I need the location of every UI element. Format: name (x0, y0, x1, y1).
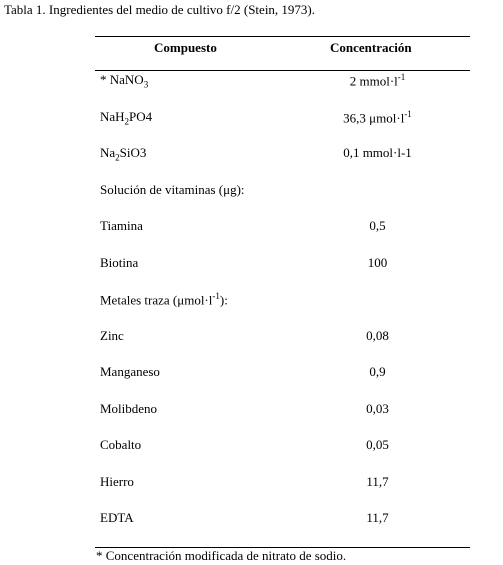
table-row (95, 328, 470, 365)
concentration-cell: 0,1 mmol·l-1 (343, 145, 412, 160)
table-row (95, 145, 470, 182)
table-row (95, 401, 470, 438)
concentration-cell: 0,9 (369, 364, 386, 379)
section-label: Metales traza $(\mu mol\cdot l^{-1})$: (100, 291, 228, 308)
table-row (95, 364, 470, 401)
concentration-cell: 11,7 (366, 473, 389, 489)
compound-cell: NaH$_2$PO4 (100, 108, 153, 127)
compound-cell: Tiamina (100, 218, 143, 233)
table-row (95, 218, 470, 255)
concentration-cell: 0,03 (366, 400, 389, 416)
compound-cell: Cobalto (100, 437, 142, 452)
compound-cell: Hierro (100, 473, 134, 489)
compound-cell: Manganeso (100, 364, 160, 379)
table-header-rule (95, 70, 470, 71)
table-caption: Tabla 1. Ingredientes del medio de cultivo f/2 (Stein, 1973). (4, 2, 316, 17)
table-top-rule (95, 36, 470, 37)
table-row (95, 182, 470, 219)
table-body (95, 72, 470, 547)
header-compound: Compuesto (154, 40, 217, 55)
concentration-cell: 2 $mmol\cdot l^{-1}$ (349, 72, 406, 89)
table-row (95, 474, 470, 511)
table-footnote: * Concentración modificada de nitrato de sodio. (96, 548, 347, 563)
concentration-cell: 11,7 (366, 510, 389, 525)
compound-cell: $Na_2SiO3$ (100, 145, 147, 163)
header-concentration: Concentración (330, 40, 412, 55)
compound-cell: Biotina (100, 254, 139, 270)
compound-cell: Zinc (100, 327, 124, 343)
compound-cell: * NaNO$_3$ (100, 72, 149, 90)
table-row (95, 437, 470, 474)
table-row (95, 255, 470, 292)
table-row (95, 109, 470, 146)
table-row (95, 510, 470, 547)
concentration-cell: 0,5 (369, 218, 386, 233)
concentration-cell: 0,05 (366, 437, 389, 452)
concentration-cell: 100 (367, 254, 388, 270)
concentration-cell: 0,08 (366, 327, 389, 343)
compound-cell: EDTA (100, 510, 134, 525)
concentration-cell: 36,3 $\mu mol\cdot l^{-1}$ (343, 108, 412, 125)
table-row (95, 291, 470, 328)
compound-cell: Molibdeno (100, 400, 158, 416)
table-row (95, 72, 470, 109)
section-label: Solución de vitaminas (μg): (100, 181, 245, 197)
